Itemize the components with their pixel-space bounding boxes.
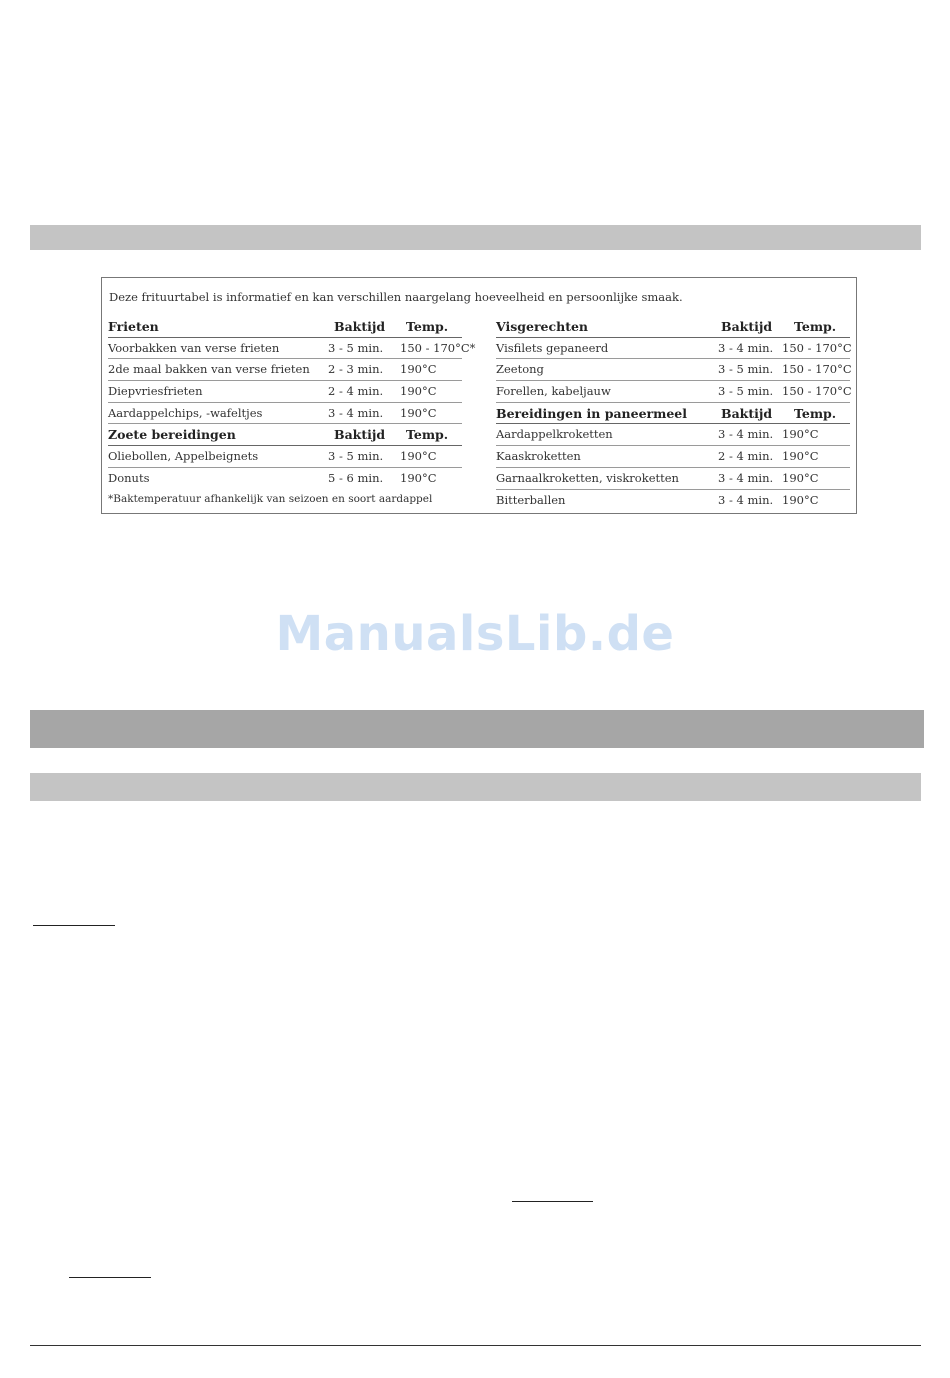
dish-name: Aardappelkroketten (496, 427, 613, 442)
table-row (496, 424, 850, 446)
dish-name: Oliebollen, Appelbeignets (108, 449, 259, 464)
table-row (108, 446, 462, 468)
column-label-time: Baktijd (334, 427, 386, 443)
column-label-time: Baktijd (334, 319, 386, 334)
bake-time: 3 - 4 min. (328, 405, 384, 420)
table-intro: Deze frituurtabel is informatief en kan verschillen naargelang hoeveelheid en persoonlijke smaak. (109, 290, 683, 304)
temperature: 190°C (400, 449, 437, 464)
section-header-row (496, 316, 850, 338)
bake-time: 3 - 5 min. (328, 449, 384, 464)
section-title: Bereidingen in paneermeel (496, 405, 688, 421)
column-label-time: Baktijd (721, 319, 773, 334)
temperature: 150 - 170°C* (400, 340, 476, 355)
section-header-row (108, 424, 462, 446)
footnote: *Baktemperatuur afhankelijk van seizoen en soort aardappel (108, 492, 433, 505)
column-label-temp: Temp. (794, 319, 837, 334)
temperature: 190°C (782, 470, 819, 485)
temperature: 190°C (782, 449, 819, 464)
bake-time: 2 - 4 min. (328, 384, 384, 399)
bake-time: 2 - 4 min. (718, 449, 774, 464)
table-row (496, 490, 850, 511)
bake-time: 3 - 4 min. (718, 470, 774, 485)
bake-time: 3 - 5 min. (328, 340, 384, 355)
column-label-temp: Temp. (406, 427, 449, 443)
bake-time: 3 - 5 min. (718, 384, 774, 399)
underline-rule-3 (69, 1277, 151, 1278)
table-row (108, 381, 462, 403)
table-row (108, 338, 476, 360)
temperature: 190°C (400, 362, 437, 377)
dish-name: Garnaalkroketten, viskroketten (496, 470, 679, 485)
section-title: Zoete bereidingen (108, 427, 236, 443)
footer-rule (30, 1345, 921, 1346)
dish-name: Donuts (108, 470, 150, 485)
table-column-right (496, 316, 850, 510)
bake-time: 3 - 4 min. (718, 427, 774, 442)
table-row (496, 381, 850, 403)
column-label-temp: Temp. (406, 319, 449, 334)
temperature: 190°C (400, 470, 437, 485)
bake-time: 3 - 4 min. (718, 492, 774, 507)
table-row (108, 468, 462, 489)
table-row (108, 359, 462, 381)
temperature: 190°C (400, 384, 437, 399)
dish-name: Kaaskroketten (496, 449, 581, 464)
temperature: 190°C (782, 492, 819, 507)
dish-name: 2de maal bakken van verse frieten (108, 362, 310, 377)
temperature: 150 - 170°C (782, 340, 852, 355)
section-header-row (108, 316, 462, 338)
bake-time: 2 - 3 min. (328, 362, 384, 377)
dish-name: Aardappelchips, -wafeltjes (108, 405, 263, 420)
table-row (496, 338, 850, 360)
frying-table (101, 277, 857, 514)
watermark: ManualsLib.de (275, 606, 675, 662)
underline-rule-1 (33, 925, 115, 926)
section-header-bar-3 (30, 773, 921, 801)
table-row (496, 359, 850, 381)
section-header-bar-2 (30, 710, 924, 748)
dish-name: Bitterballen (496, 492, 566, 507)
section-title: Visgerechten (496, 319, 589, 334)
table-row (108, 403, 462, 425)
column-label-time: Baktijd (721, 405, 773, 421)
dish-name: Visfilets gepaneerd (496, 340, 609, 355)
bake-time: 5 - 6 min. (328, 470, 384, 485)
temperature: 150 - 170°C (782, 384, 852, 399)
temperature: 190°C (400, 405, 437, 420)
table-row (496, 468, 850, 490)
table-row (496, 446, 850, 468)
dish-name: Zeetong (496, 362, 544, 377)
section-header-bar-1 (30, 225, 921, 250)
dish-name: Diepvriesfrieten (108, 384, 203, 399)
underline-rule-2 (512, 1201, 593, 1202)
temperature: 190°C (782, 427, 819, 442)
dish-name: Voorbakken van verse frieten (108, 340, 280, 355)
section-header-row (496, 403, 850, 425)
temperature: 150 - 170°C (782, 362, 852, 377)
bake-time: 3 - 4 min. (718, 340, 774, 355)
dish-name: Forellen, kabeljauw (496, 384, 611, 399)
section-title: Frieten (108, 319, 159, 334)
bake-time: 3 - 5 min. (718, 362, 774, 377)
table-column-left (108, 316, 476, 505)
column-label-temp: Temp. (794, 405, 837, 421)
